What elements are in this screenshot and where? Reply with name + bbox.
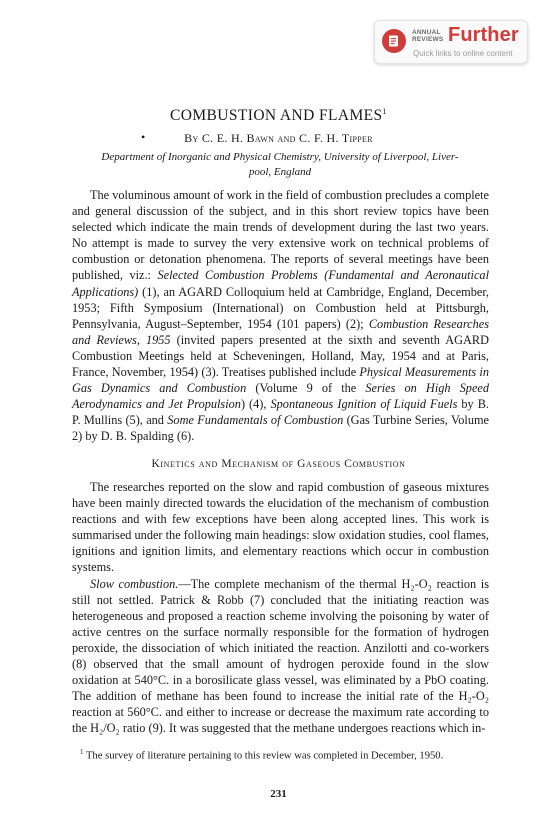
annual-reviews-wordmark: ANNUAL REVIEWS [412, 29, 444, 43]
page-number: 231 [270, 788, 287, 800]
title-footnote-marker[interactable]: 1 [382, 107, 387, 116]
footnote [72, 745, 489, 764]
affiliation-line-2: pool, England [248, 166, 312, 178]
slow-combustion-text: —The complete mechanism of the thermal H₂-O₂ reaction is still not settled. Patrick & Robb (7) concluded that the initiating reaction was heterogeneous and proposed a reaction scheme involving the poisoning by water of active centres on the surface normally responsible for the formation of hydrogen peroxide, the dissociation of which initiated the reaction. Anzilotti and co-workers (8) observed that the small amount of hydrogen peroxide found in the slow oxidation at 540°C. in a borosilicate glass vessel, was eliminated by a PbO coating. The addition of methane has been found to increase the initial rate of the H₂-O₂ reaction at 560°C. and either to increase or decrease the maximum rate according to the H₂/O₂ ratio (9). It was suggested that the methane undergoes reactions which in- [72, 576, 490, 736]
affiliation-line-1: Department of Inorganic and Physical Chemistry, University of Liverpool, Liver- [101, 151, 459, 163]
kinetics-section [72, 479, 489, 737]
intro-text: (invited papers presented at the sixth and seventh AGARD Combustion Meetings held at Scheveningen, Holland, May, 1954 and at Paris, France, November, 1954) (3). Treatises published include [72, 332, 489, 380]
intro-text: (Volume 9 of the [246, 381, 366, 396]
authors-names: C. E. H. Bawn and C. F. H. Tipper [201, 131, 373, 145]
further-badge[interactable] [374, 20, 528, 64]
kinetics-paragraph-1: The researches reported on the slow and rapid combustion of gaseous mixtures have been mainly directed towards the elucidation of the mechanism of combustion reactions and with few exceptions have been along accepted lines. This work is summarised under the following main headings: slow oxidation studies, cool flames, ignitions and ignition limits, and elementary reactions which occur in combustion systems. [72, 480, 489, 575]
further-subtitle: Quick links to online content [413, 49, 513, 58]
cited-title: Combustion Researches and Reviews, 1955 [72, 316, 490, 347]
footnote-marker: 1 [80, 748, 84, 756]
article-authors [0, 131, 557, 146]
slow-combustion-lead: Slow combustion. [90, 576, 179, 591]
intro-section [72, 187, 489, 445]
cited-title: Selected Combustion Problems (Fundamental and Aeronautical Applications) [72, 268, 489, 299]
authors-prefix: By [184, 131, 202, 145]
intro-text: (1), an AGARD Colloquium held at Cambridge, England, December, 1953; Fifth Symposium (International) on Combustion held at Pittsburgh, Pennsylvania, August–September, 1954 (101 papers) (2); [72, 284, 489, 331]
intro-text: (Gas Turbine Series, Volume 2) by D. B. Spalding (6). [72, 413, 489, 444]
intro-paragraph [72, 187, 489, 445]
section-heading: Kinetics and Mechanism of Gaseous Combustion [151, 458, 406, 470]
further-wordmark: Further [448, 24, 519, 46]
article-title: COMBUSTION AND FLAMES$^1$ [170, 107, 387, 125]
intro-text: by B. P. Mullins (5), and [72, 397, 489, 428]
cited-title: Spontaneous Ignition of Liquid Fuels [270, 397, 458, 412]
cited-title: Physical Measurements in Gas Dynamics and Combustion [72, 365, 489, 396]
bullet-mark: • [141, 130, 146, 144]
further-logo-icon [382, 29, 406, 53]
affiliation [80, 150, 480, 180]
cited-title: Some Fundamentals of Combustion [167, 413, 344, 428]
kinetics-paragraph-2 [72, 576, 489, 737]
footnote-text: The survey of literature pertaining to this review was completed in December, 1950. [83, 750, 444, 762]
intro-text: ) (4), [240, 397, 271, 412]
cited-title: Series on High Speed Aerodynamics and Jet Propulsion [72, 381, 490, 412]
intro-text: The voluminous amount of work in the field of combustion precludes a complete and general discussion of the subject, and in this short review topics have been selected which indicate the main trends of development during the last two years. No attempt is made to survey the very extensive work on technical problems of combustion or detonation phenomena. The reports of several meetings have been published, viz.: [72, 188, 489, 283]
